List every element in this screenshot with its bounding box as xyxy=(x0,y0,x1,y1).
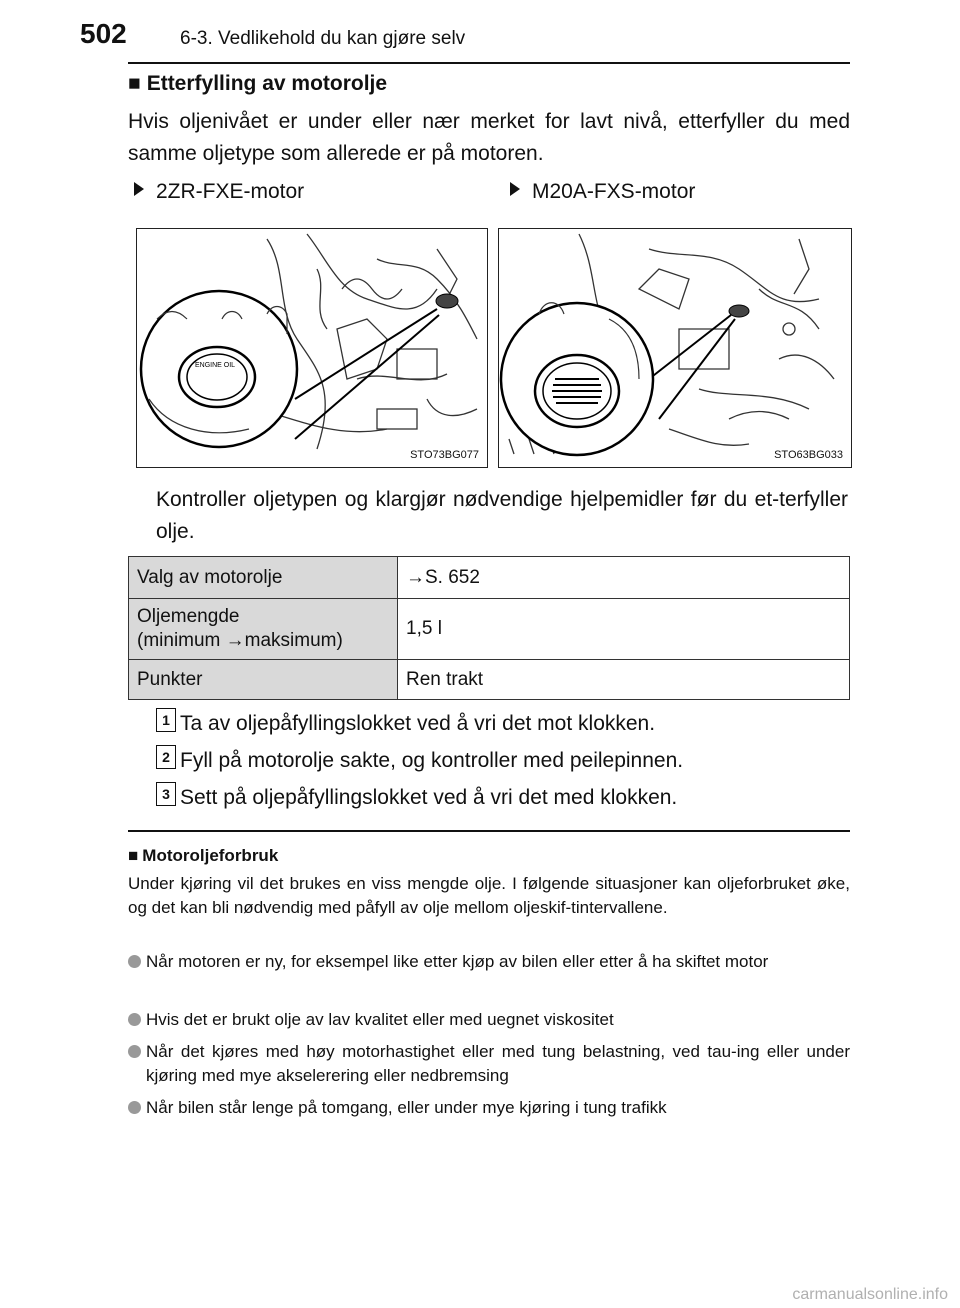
note-title-text: Motoroljeforbruk xyxy=(142,846,279,865)
oil-cap-location xyxy=(729,305,749,317)
section-divider xyxy=(128,830,850,832)
table-value: →S. 652 xyxy=(398,557,850,599)
list-item xyxy=(128,1008,850,1032)
oil-cap-location xyxy=(436,294,458,308)
engine-illustration-2zr xyxy=(136,228,488,468)
section-marker: ■ xyxy=(128,72,141,95)
table-value: Ren trakt xyxy=(398,660,850,700)
table-row xyxy=(129,557,850,599)
figure-label-2zr xyxy=(134,180,304,204)
table-key: Valg av motorolje xyxy=(129,557,398,599)
list-item xyxy=(128,1096,850,1120)
engine-illustration-m20a xyxy=(498,228,852,468)
table-value: 1,5 l xyxy=(398,599,850,660)
table-key: Oljemengde (minimum →maksimum) xyxy=(129,599,398,660)
triangle-icon xyxy=(510,182,520,196)
step-3 xyxy=(156,782,677,810)
bullet-icon xyxy=(128,1013,141,1026)
note-title xyxy=(128,846,278,866)
header-divider xyxy=(128,62,850,64)
section-intro: Hvis oljenivået er under eller nær merket for lavt nivå, etterfyller du med samme oljetype som allerede er på motoren. xyxy=(128,110,850,165)
oil-cap-label: ENGINE OIL xyxy=(195,362,236,369)
step-number: 1 xyxy=(156,708,176,732)
figure-code: STO63BG033 xyxy=(774,449,843,461)
step-text: Ta av oljepåfyllingslokket ved å vri det mot klokken. xyxy=(180,712,656,735)
section-title-text: Etterfylling av motorolje xyxy=(146,72,388,95)
step-text: Sett på oljepåfyllingslokket ved å vri det med klokken. xyxy=(180,786,678,809)
step-number: 3 xyxy=(156,782,176,806)
watermark: carmanualsonline.info xyxy=(792,1286,948,1303)
figure-label-text: M20A-FXS-motor xyxy=(532,180,696,203)
step-number: 2 xyxy=(156,745,176,769)
bullet-text: Når motoren er ny, for eksempel like etter kjøp av bilen eller etter å ha skiftet motor xyxy=(146,952,769,971)
engine-drawing-2zr xyxy=(137,229,487,467)
table-row xyxy=(129,599,850,660)
bullet-icon xyxy=(128,1045,141,1058)
step-1 xyxy=(156,708,655,736)
engine-drawing-m20a xyxy=(499,229,851,467)
list-item xyxy=(128,950,850,974)
chapter-title: 6-3. Vedlikehold du kan gjøre selv xyxy=(180,28,466,49)
figure-label-m20a xyxy=(510,180,695,204)
list-item xyxy=(128,1040,850,1088)
bullet-icon xyxy=(128,955,141,968)
section-title xyxy=(128,72,387,96)
spec-table xyxy=(128,556,850,700)
page-number: 502 xyxy=(80,18,127,49)
figure-code: STO73BG077 xyxy=(410,449,479,461)
bullet-text: Hvis det er brukt olje av lav kvalitet eller med uegnet viskositet xyxy=(146,1010,614,1029)
bullet-icon xyxy=(128,1101,141,1114)
table-row xyxy=(129,660,850,700)
triangle-icon xyxy=(134,182,144,196)
check-instruction: Kontroller oljetypen og klargjør nødvendige hjelpemidler før du et-terfyller olje. xyxy=(156,488,848,543)
figure-label-text: 2ZR-FXE-motor xyxy=(156,180,305,203)
note-marker: ■ xyxy=(128,846,139,865)
oil-cap-2zr xyxy=(179,347,255,407)
step-2 xyxy=(156,745,683,773)
table-key: Punkter xyxy=(129,660,398,700)
bullet-text: Når bilen står lenge på tomgang, eller under mye kjøring i tung trafikk xyxy=(146,1098,667,1117)
step-text: Fyll på motorolje sakte, og kontroller med peilepinnen. xyxy=(180,749,684,772)
note-body: Under kjøring vil det brukes en viss mengde olje. I følgende situasjoner kan oljeforbruket øke, og det kan bli nødvendig med påfyll av olje mellom oljeskif-tintervallene. xyxy=(128,874,850,917)
bullet-text: Når det kjøres med høy motorhastighet eller med tung belastning, ved tau-ing eller under kjøring med mye akselerering eller nedbremsing xyxy=(146,1042,850,1085)
